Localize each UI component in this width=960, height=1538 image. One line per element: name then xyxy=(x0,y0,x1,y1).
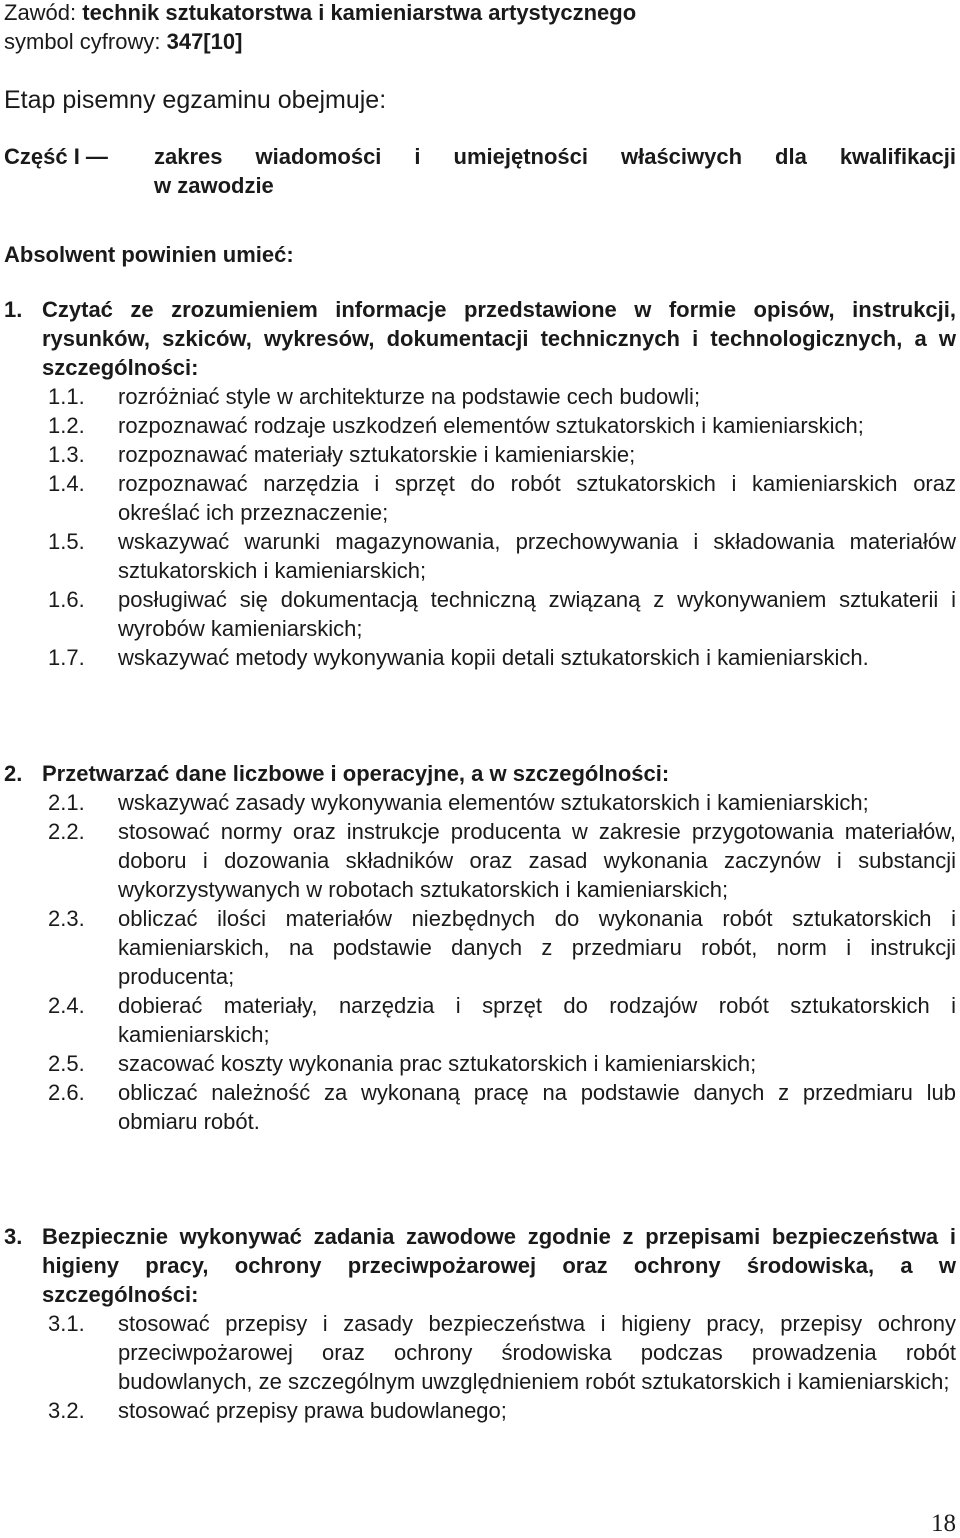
item-number: 3.2. xyxy=(48,1398,85,1423)
section-title: Przetwarzać dane liczbowe i operacyjne, a w szczególności: xyxy=(42,761,670,786)
item-text: rozpoznawać narzędzia i sprzęt do robót sztukatorskich i kamieniarskich oraz określać ich przeznaczenie; xyxy=(118,471,956,525)
item-number: 2.6. xyxy=(48,1080,85,1105)
list-item xyxy=(4,527,956,585)
list-item xyxy=(4,440,956,469)
graduate-heading: Absolwent powinien umieć: xyxy=(4,242,294,267)
section-title: Bezpiecznie wykonywać zadania zawodowe zgodnie z przepisami bezpieczeństwa i higieny pracy, ochrony przeciwpożarowej oraz ochrony środowiska, a w szczególności: xyxy=(42,1224,956,1307)
item-text: szacować koszty wykonania prac sztukatorskich i kamieniarskich; xyxy=(118,1051,757,1076)
section-heading xyxy=(4,759,956,788)
list-item xyxy=(4,1309,956,1396)
section-number: 1. xyxy=(4,297,23,322)
list-item xyxy=(4,1078,956,1136)
item-number: 1.2. xyxy=(48,413,85,438)
list-item xyxy=(4,469,956,527)
symbol-value: 347[10] xyxy=(166,29,243,54)
item-text: stosować przepisy prawa budowlanego; xyxy=(118,1398,507,1423)
part-label: Część I — xyxy=(4,144,108,169)
item-number: 3.1. xyxy=(48,1311,85,1336)
item-number: 2.1. xyxy=(48,790,85,815)
list-item xyxy=(4,817,956,904)
item-number: 1.6. xyxy=(48,587,85,612)
occupation-line xyxy=(4,0,636,27)
item-text: obliczać należność za wykonaną pracę na podstawie danych z przedmiaru lub obmiaru robót. xyxy=(118,1080,956,1134)
list-item xyxy=(4,382,956,411)
occupation-label: Zawód: xyxy=(4,0,83,25)
part-text-line1: zakres wiadomości i umiejętności właściwych dla kwalifikacji xyxy=(154,144,956,169)
item-text: wskazywać metody wykonywania kopii detali sztukatorskich i kamieniarskich. xyxy=(118,645,869,670)
item-number: 1.5. xyxy=(48,529,85,554)
list-item xyxy=(4,991,956,1049)
item-text: wskazywać zasady wykonywania elementów sztukatorskich i kamieniarskich; xyxy=(118,790,869,815)
stage-title: Etap pisemny egzaminu obejmuje: xyxy=(4,86,387,114)
section-number: 2. xyxy=(4,761,23,786)
section-1 xyxy=(4,295,956,672)
item-number: 2.5. xyxy=(48,1051,85,1076)
item-number: 2.4. xyxy=(48,993,85,1018)
section-3 xyxy=(4,1222,956,1425)
item-number: 1.4. xyxy=(48,471,85,496)
part-text-line2: w zawodzie xyxy=(154,173,274,198)
list-item xyxy=(4,1049,956,1078)
item-number: 1.7. xyxy=(48,645,85,670)
item-text: rozróżniać style w architekturze na podstawie cech budowli; xyxy=(118,384,701,409)
section-heading xyxy=(4,1222,956,1309)
list-item xyxy=(4,1396,956,1425)
item-number: 1.3. xyxy=(48,442,85,467)
list-item xyxy=(4,643,956,672)
page-number: 18 xyxy=(931,1510,956,1537)
item-text: wskazywać warunki magazynowania, przechowywania i składowania materiałów sztukatorskich i kamieniarskich; xyxy=(118,529,956,583)
part-heading xyxy=(4,142,956,200)
item-text: dobierać materiały, narzędzia i sprzęt do rodzajów robót sztukatorskich i kamieniarskich; xyxy=(118,993,956,1047)
item-number: 2.2. xyxy=(48,819,85,844)
item-text: stosować przepisy i zasady bezpieczeństwa i higieny pracy, przepisy ochrony przeciwpożarowej oraz ochrony środowiska podczas prowadzenia robót budowlanych, ze szczególnym uwzględnieniem robót sztukatorskich i kamieniarskich; xyxy=(118,1311,956,1394)
item-text: obliczać ilości materiałów niezbędnych do wykonania robót sztukatorskich i kamieniarskich, na podstawie danych z przedmiaru robót, norm i instrukcji producenta; xyxy=(118,906,956,989)
section-title: Czytać ze zrozumieniem informacje przedstawione w formie opisów, instrukcji, rysunków, szkiców, wykresów, dokumentacji technicznych i technologicznych, a w szczególności: xyxy=(42,297,956,380)
list-item xyxy=(4,904,956,991)
item-number: 1.1. xyxy=(48,384,85,409)
list-item xyxy=(4,411,956,440)
item-text: stosować normy oraz instrukcje producenta w zakresie przygotowania materiałów, doboru i dozowania składników oraz zasad wykonania zaczynów i substancji wykorzystywanych w robotach sztukatorskich i kamieniarskich; xyxy=(118,819,956,902)
list-item xyxy=(4,788,956,817)
symbol-label: symbol cyfrowy: xyxy=(4,29,167,54)
section-2 xyxy=(4,759,956,1136)
section-heading xyxy=(4,295,956,382)
occupation-value: technik sztukatorstwa i kamieniarstwa artystycznego xyxy=(82,0,637,25)
item-number: 2.3. xyxy=(48,906,85,931)
item-text: rozpoznawać rodzaje uszkodzeń elementów sztukatorskich i kamieniarskich; xyxy=(118,413,864,438)
section-number: 3. xyxy=(4,1224,23,1249)
item-text: posługiwać się dokumentacją techniczną związaną z wykonywaniem sztukaterii i wyrobów kamieniarskich; xyxy=(118,587,956,641)
symbol-line xyxy=(4,27,242,56)
item-text: rozpoznawać materiały sztukatorskie i kamieniarskie; xyxy=(118,442,636,467)
list-item xyxy=(4,585,956,643)
